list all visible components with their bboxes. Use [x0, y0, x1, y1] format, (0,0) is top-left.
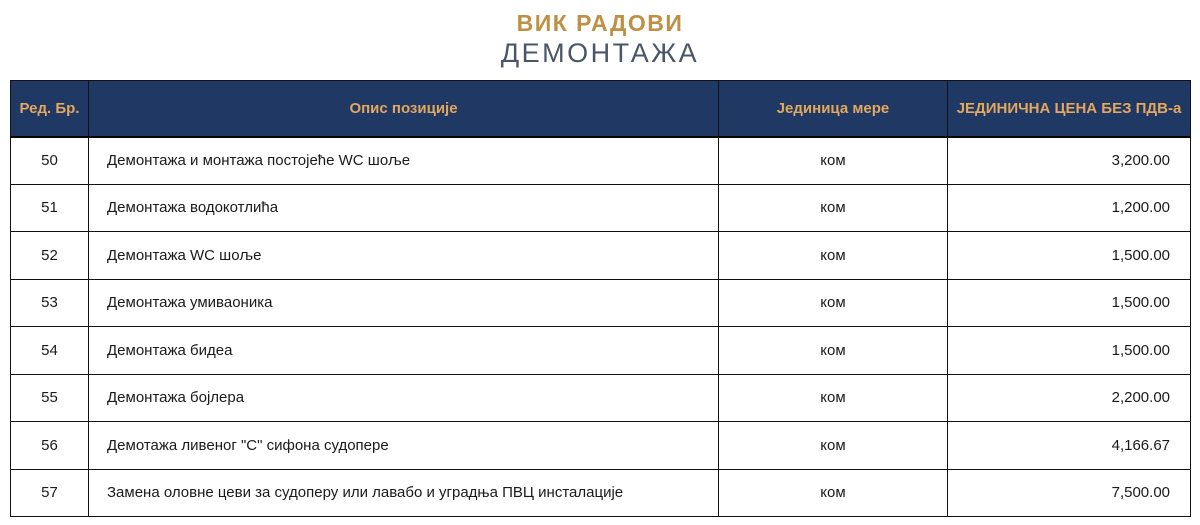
row-unit: ком: [719, 422, 948, 470]
table-row: [11, 327, 1191, 375]
row-description: Демонтажа и монтажа постојеће WC шоље: [89, 137, 719, 185]
row-price: 4,166.67: [948, 422, 1191, 470]
row-number: 56: [11, 422, 89, 470]
table-body: [11, 137, 1191, 517]
table-row: [11, 137, 1191, 185]
row-price: 1,500.00: [948, 232, 1191, 280]
row-price: 2,200.00: [948, 374, 1191, 422]
row-description: Демонтажа WC шоље: [89, 232, 719, 280]
row-number: 57: [11, 469, 89, 517]
table-row: [11, 374, 1191, 422]
row-description: Замена оловне цеви за судоперу или лавабо и уградња ПВЦ инсталације: [89, 469, 719, 517]
table-header: [11, 81, 1191, 137]
row-unit: ком: [719, 137, 948, 185]
row-number: 54: [11, 327, 89, 375]
row-price: 7,500.00: [948, 469, 1191, 517]
row-price: 1,500.00: [948, 327, 1191, 375]
row-unit: ком: [719, 469, 948, 517]
row-number: 53: [11, 279, 89, 327]
row-price: 3,200.00: [948, 137, 1191, 185]
column-header-row-number: Ред. Бр.: [11, 81, 89, 137]
row-number: 50: [11, 137, 89, 185]
column-header-unit: Јединица мере: [719, 81, 948, 137]
document-title: ВИК РАДОВИ: [516, 10, 684, 36]
row-unit: ком: [719, 232, 948, 280]
row-number: 55: [11, 374, 89, 422]
table-row: [11, 279, 1191, 327]
row-description: Демотажа ливеног "С" сифона судопере: [89, 422, 719, 470]
table-row: [11, 422, 1191, 470]
row-description: Демонтажа водокотлића: [89, 184, 719, 232]
row-unit: ком: [719, 184, 948, 232]
document-title-block: [0, 10, 1200, 69]
row-unit: ком: [719, 374, 948, 422]
row-description: Демонтажа бојлера: [89, 374, 719, 422]
price-table: [10, 80, 1191, 517]
document-subtitle: ДЕМОНТАЖА: [500, 38, 700, 69]
table-header-row: [11, 81, 1191, 137]
row-price: 1,500.00: [948, 279, 1191, 327]
column-header-description: Опис позиције: [89, 81, 719, 137]
column-header-unit-price: ЈЕДИНИЧНА ЦЕНА БЕЗ ПДВ-а: [948, 81, 1191, 137]
table-row: [11, 184, 1191, 232]
row-unit: ком: [719, 327, 948, 375]
table-row: [11, 469, 1191, 517]
row-unit: ком: [719, 279, 948, 327]
table-row: [11, 232, 1191, 280]
row-description: Демонтажа умиваоника: [89, 279, 719, 327]
row-price: 1,200.00: [948, 184, 1191, 232]
row-number: 52: [11, 232, 89, 280]
row-description: Демонтажа бидеа: [89, 327, 719, 375]
row-number: 51: [11, 184, 89, 232]
